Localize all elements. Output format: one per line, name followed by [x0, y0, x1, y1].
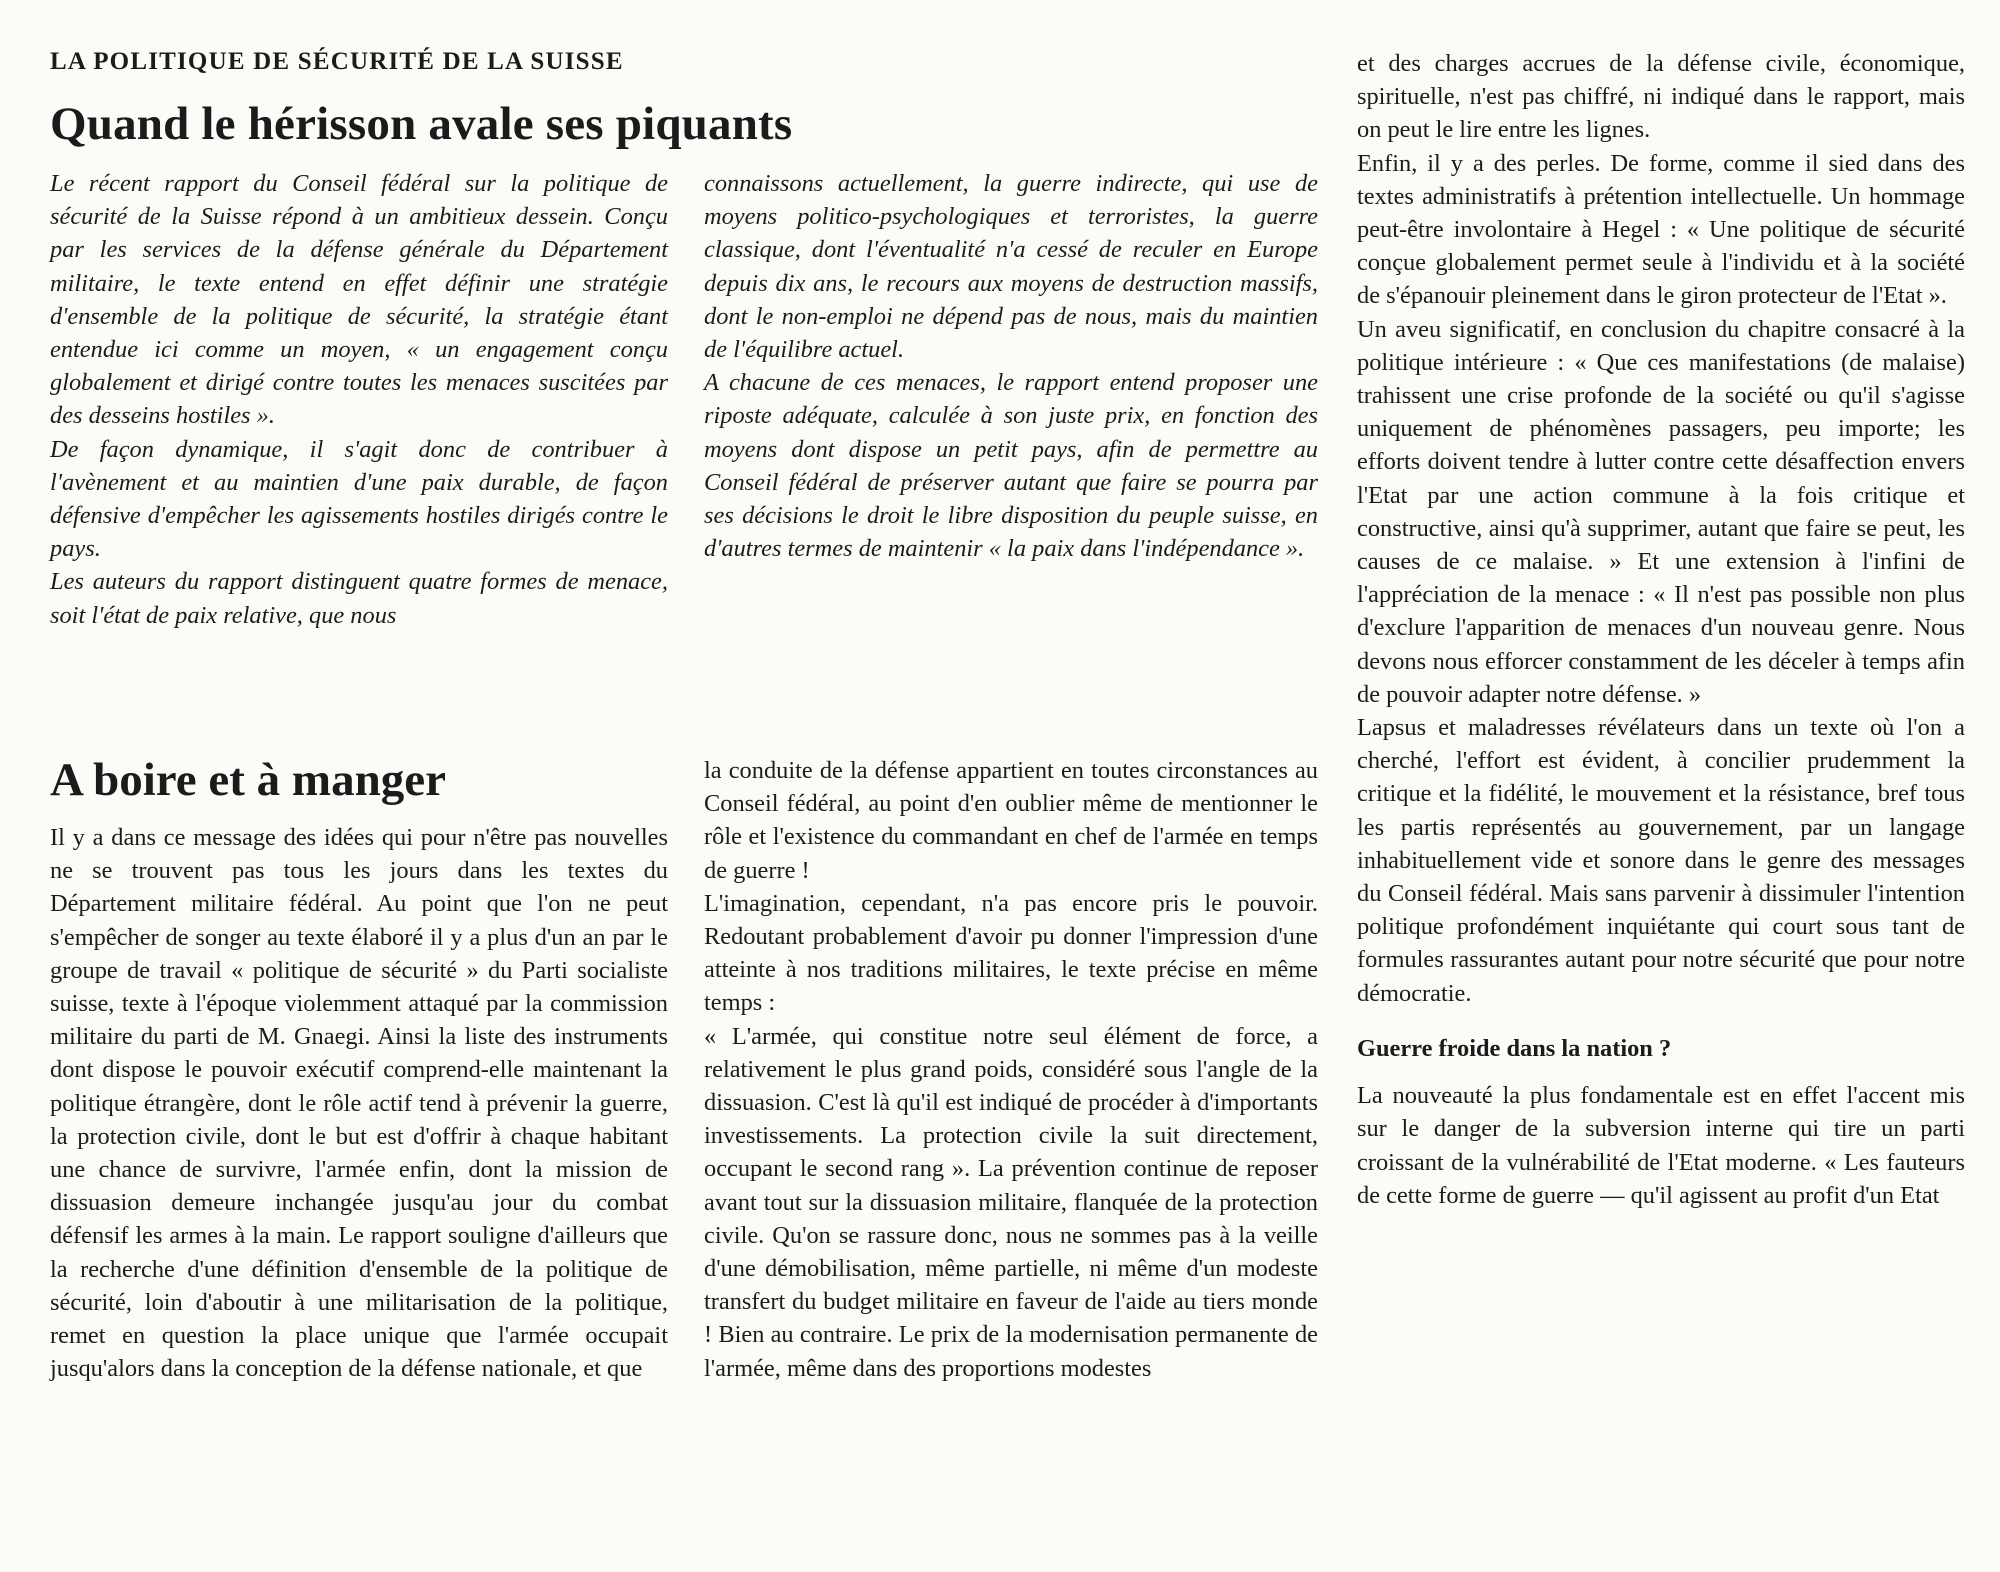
kicker: LA POLITIQUE DE SÉCURITÉ DE LA SUISSE — [50, 48, 624, 75]
paragraph: Un aveu significatif, en conclusion du chapitre consacré à la politique intérieure : « Que ces manifestations (de malaise) trahissent une crise profonde de la société ou qu'il s'agisse uniquement de phénomènes passagers, peu importe; les efforts doivent tendre à lutter contre cette désaffection envers l'Etat par une action commune à la fois critique et constructive, ainsi qu'à supprimer, autant que faire se peut, les causes de ce malaise. » Et une extension à l'infini de l'appréciation de la menace : « Il n'est pas possible non plus d'exclure l'apparition de menaces d'un nouveau genre. Nous devons nous efforcer constamment de les déceler à temps afin de pouvoir adapter notre défense. » — [1357, 315, 1965, 708]
article-title: Quand le hérisson avale ses piquants — [50, 98, 793, 150]
paragraph: La nouveauté la plus fondamentale est en effet l'accent mis sur le danger de la subversion interne qui tire un parti croissant de la vulnérabilité de l'Etat moderne. « Les fauteurs de cette forme de guerre — qu'il agissent au profit d'un Etat — [1357, 1082, 1965, 1209]
article1-column-1 — [50, 167, 668, 632]
paragraph: connaissons actuellement, la guerre indirecte, qui use de moyens politico-psychologiques et terroristes, la guerre classique, dont l'éventualité n'a cessé de reculer en Europe depuis dix ans, le recours aux moyens de destruction massifs, dont le non-emploi ne dépend pas de nous, mais du maintien de l'équilibre actuel. — [704, 170, 1318, 364]
article2-column-3 — [1357, 47, 1965, 1212]
section-title: A boire et à manger — [50, 754, 446, 806]
paragraph: Enfin, il y a des perles. De forme, comme il sied dans des textes administratifs à prétention intellectuelle. Un hommage peut-être involontaire à Hegel : « Une politique de sécurité conçue globalement permet seule à l'individu et à la société de s'épanouir pleinement dans le giron protecteur de l'Etat ». — [1357, 149, 1965, 310]
paragraph: « L'armée, qui constitue notre seul élément de force, a relativement le plus grand poids, considéré sous l'angle de la dissuasion. C'est là qu'il est indiqué de procéder à d'importants investissements. La protection civile la suit directement, occupant le second rang ». La prévention continue de reposer avant tout sur la dissuasion militaire, flanquée de la protection civile. Qu'on se rassure donc, nous ne sommes pas à la veille d'une démobilisation, même partielle, ni même d'un modeste transfert du budget militaire en faveur de l'aide au tiers monde ! Bien au contraire. Le prix de la modernisation permanente de l'armée, même dans des proportions modestes — [704, 1022, 1318, 1382]
paragraph: De façon dynamique, il s'agit donc de contribuer à l'avènement et au maintien d'une paix durable, de façon défensive d'empêcher les agissements hostiles dirigés contre le pays. — [50, 435, 668, 563]
paragraph: Il y a dans ce message des idées qui pour n'être pas nouvelles ne se trouvent pas tous les jours dans les textes du Département militaire fédéral. Au point que l'on ne peut s'empêcher de songer au texte élaboré il y a plus d'un an par le groupe de travail « politique de sécurité » du Parti socialiste suisse, texte à l'époque violemment attaqué par la commission militaire du parti de M. Gnaegi. Ainsi la liste des instruments dont dispose le pouvoir exécutif comprend-elle maintenant la politique étrangère, dont le rôle actif tend à prévenir la guerre, la protection civile, dont le but est d'offrir à chaque habitant une chance de survivre, l'armée enfin, dont la mission de dissuasion demeure inchangée jusqu'au jour du combat défensif les armes à la main. Le rapport souligne d'ailleurs que la recherche d'une définition d'ensemble de la politique de sécurité, loin d'aboutir à une militarisation de la politique, remet en question la place unique que l'armée occupait jusqu'alors dans la conception de la défense nationale, et que — [50, 824, 668, 1383]
paragraph: A chacune de ces menaces, le rapport entend proposer une riposte adéquate, calculée à son juste prix, en fonction des moyens dont dispose un petit pays, afin de permettre au Conseil fédéral de préserver autant que faire se pourra par ses décisions le droit le libre disposition du peuple suisse, en d'autres termes de maintenir « la paix dans l'indépendance ». — [704, 369, 1318, 563]
article2-column-2 — [704, 754, 1318, 1385]
paragraph: Lapsus et maladresses révélateurs dans un texte où l'on a cherché, l'effort est évident, à concilier prudemment la critique et la fidélité, le mouvement et la résistance, bref tous les partis représentés au gouvernement, par un langage inhabituellement vide et sonore dans le genre des messages du Conseil fédéral. Mais sans parvenir à dissimuler l'intention politique profondément inquiétante qui court sous tant de formules rassurantes autant pour notre sécurité que pour notre démocratie. — [1357, 714, 1965, 1007]
paragraph: Les auteurs du rapport distinguent quatre formes de menace, soit l'état de paix relative, que nous — [50, 568, 668, 629]
article2-column-1 — [50, 821, 668, 1385]
paragraph: la conduite de la défense appartient en toutes circonstances au Conseil fédéral, au point d'en oublier même de mentionner le rôle et l'existence du commandant en chef de l'armée en temps de guerre ! — [704, 757, 1318, 884]
paragraph: L'imagination, cependant, n'a pas encore pris le pouvoir. Redoutant probablement d'avoir pu donner l'impression d'une atteinte à nos traditions militaires, le texte précise en même temps : — [704, 889, 1318, 1017]
paragraph: Le récent rapport du Conseil fédéral sur la politique de sécurité de la Suisse répond à un ambitieux dessein. Conçu par les services de la défense générale du Département militaire, le texte entend en effet définir une stratégie d'ensemble de la politique de sécurité, la stratégie étant entendue ici comme un moyen, « un engagement conçu globalement et dirigé contre toutes les menaces suscitées par des desseins hostiles ». — [50, 170, 668, 430]
article1-column-2 — [704, 167, 1318, 565]
paragraph: et des charges accrues de la défense civile, économique, spirituelle, n'est pas chiffré, ni indiqué dans le rapport, mais on peut le lire entre les lignes. — [1357, 50, 1965, 144]
subheading: Guerre froide dans la nation ? — [1357, 1034, 1672, 1062]
